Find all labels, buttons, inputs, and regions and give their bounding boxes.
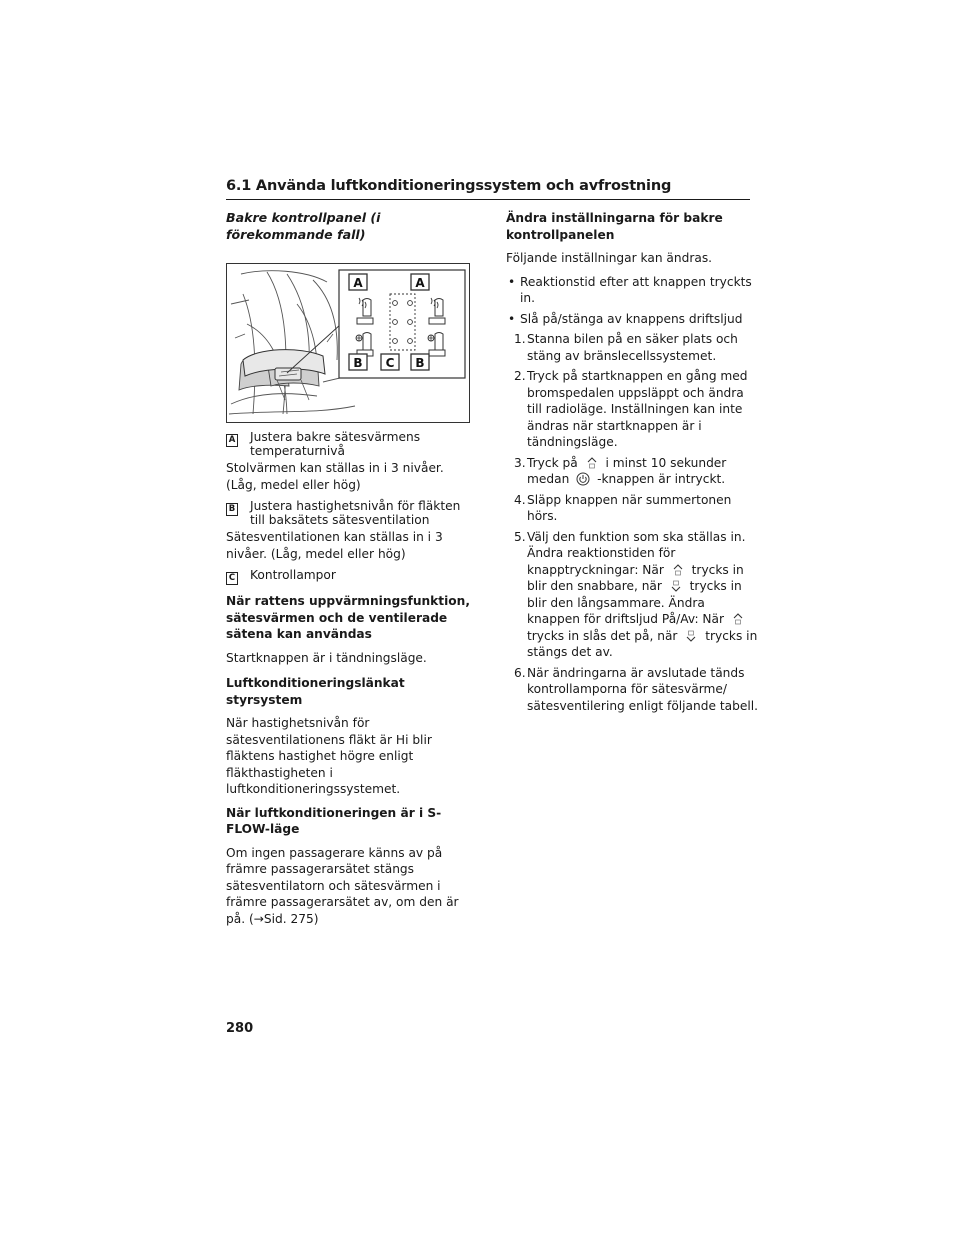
step-5	[506, 529, 758, 661]
para-usage: Startknappen är i tändningsläge.	[226, 650, 427, 665]
label-b-desc: Sätesventilationen kan ställas in i 3 nivåer. (Låg, medel eller hög)	[226, 530, 443, 561]
right-column	[506, 210, 758, 718]
heading-sflow: När luftkonditioneringen är i S-FLOW-läge	[226, 805, 442, 836]
label-a	[226, 431, 474, 458]
seat-console-drawing	[227, 264, 469, 422]
down-chevron-button-icon	[684, 629, 698, 643]
label-key-a: A	[226, 434, 238, 447]
step-number: 3.	[514, 455, 526, 470]
bullet-item: • Reaktionstid efter att knappen tryckts in.	[506, 274, 758, 307]
up-chevron-button-icon	[585, 456, 599, 470]
heading-usage: När rattens uppvärmningsfunktion, sätesvärmen och de ventilerade sätena kan användas	[226, 594, 470, 641]
callout-c: C	[385, 356, 395, 370]
section-header: 6.1 Använda luftkonditioneringssystem och avfrostning	[226, 178, 750, 200]
callout-b-right: B	[415, 356, 425, 370]
callout-a-right: A	[415, 276, 425, 290]
step-number: 5.	[514, 529, 526, 544]
heading-linked-control: Luftkonditioneringslänkat styrsystem	[226, 676, 405, 707]
intro-text: Följande inställningar kan ändras.	[506, 251, 713, 265]
panel-title: Bakre kontrollpanel (i förekommande fall)	[226, 210, 381, 242]
step-text: Släpp knappen när summertonen hörs.	[527, 492, 732, 523]
step-number: 2.	[514, 369, 526, 383]
step-number: 6.	[514, 665, 526, 680]
label-key-b: B	[226, 503, 238, 516]
step-4	[506, 492, 758, 525]
page-number: 280	[226, 1021, 254, 1036]
bullet-text: Reaktionstid efter att knappen tryckts in.	[520, 274, 752, 305]
para-linked-control: När hastighetsnivån för sätesventilationens fläkt är Hi blir fläktens hastighet högre enligt fläkthastigheten i luftkonditioneringssystemet.	[226, 716, 432, 796]
para-sflow: Om ingen passagerare känns av på främre passagerarsätet stängs sätesventilatorn och sätesvärmen i främre passagerarsätet av, om den är på. (→Sid. 275)	[226, 845, 459, 926]
callout-b-left: B	[353, 356, 363, 370]
label-a-text: Justera bakre sätesvärmens temperaturnivå	[250, 430, 421, 458]
step-3	[506, 455, 758, 488]
step-text: Välj den funktion som ska ställas in. Ändra reaktionstiden för knapptryckningar: När trycks in blir den snabbare, när trycks in blir den långsammare. Ändra knappen för driftsljud På/Av: När trycks in slås det på, när trycks in stängs det av.	[527, 529, 758, 659]
heading-change-settings: Ändra inställningarna för bakre kontrollpanelen	[506, 211, 723, 242]
rear-control-panel-illustration	[226, 263, 470, 423]
step-6	[506, 665, 758, 715]
up-chevron-button-icon	[731, 612, 745, 626]
bullet-item: • Slå på/stänga av knappens driftsljud	[508, 311, 743, 326]
power-button-icon	[576, 472, 590, 486]
bullet-text: Slå på/stänga av knappens driftsljud	[520, 311, 743, 326]
left-column	[226, 210, 474, 934]
step-number: 1.	[514, 332, 526, 346]
down-chevron-button-icon	[669, 579, 683, 593]
up-chevron-button-icon	[671, 563, 685, 577]
step-text: Tryck på i minst 10 sekunder medan -knappen är intryckt.	[527, 455, 727, 486]
label-b	[226, 500, 474, 527]
label-c-text: Kontrollampor	[250, 568, 336, 582]
step-1	[506, 331, 758, 364]
step-text: Stanna bilen på en säker plats och stäng av bränslecellssystemet.	[527, 332, 738, 363]
label-c	[226, 569, 474, 585]
callout-a-left: A	[353, 276, 363, 290]
label-b-text: Justera hastighetsnivån för fläkten till baksätets sätesventilation	[250, 499, 461, 527]
step-number: 4.	[514, 492, 526, 507]
step-text: Tryck på startknappen en gång med bromspedalen uppsläppt och ändra till radioläge. Inställningen kan inte ändras när startknappen är i tändningsläge.	[527, 369, 748, 449]
step-text: När ändringarna är avslutade tänds kontrollamporna för sätesvärme/ sätesventilering enligt följande tabell.	[527, 665, 758, 713]
label-a-desc: Stolvärmen kan ställas in i 3 nivåer. (Låg, medel eller hög)	[226, 461, 444, 492]
step-2	[506, 368, 758, 451]
label-key-c: C	[226, 572, 238, 585]
